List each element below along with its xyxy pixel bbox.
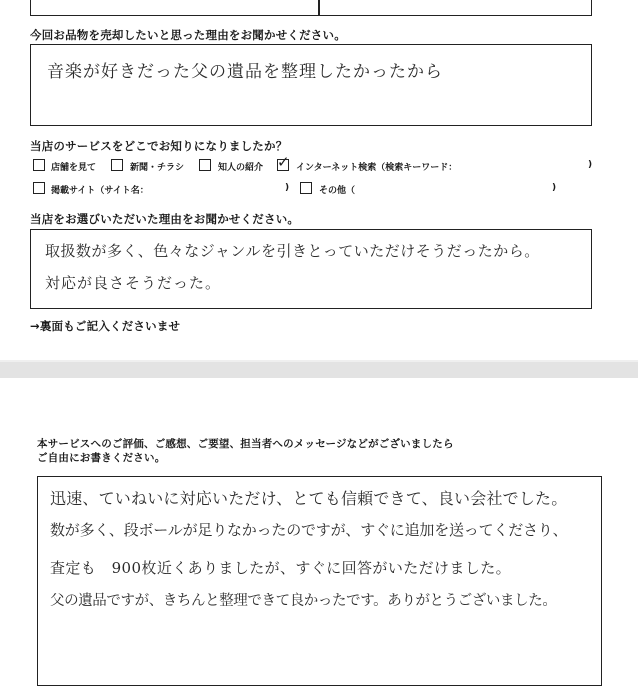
checkbox-newspaper[interactable] [111, 159, 123, 171]
check-mark-icon: ✓ [277, 153, 290, 171]
option-listing-site-label: 掲載サイト（サイト名： [51, 186, 149, 196]
checkbox-listing-site[interactable] [33, 182, 45, 194]
reason-question: 今回お品物を売却したいと思った理由をお聞かせください。 [30, 28, 346, 42]
previous-box-divider [318, 0, 320, 16]
option-other-close: ) [552, 183, 557, 193]
comment-heading-line-2: ご自由にお書きください。 [37, 452, 166, 464]
source-question: 当店のサービスをどこでお知りになりましたか？ [30, 139, 288, 153]
option-newspaper-label: 新聞・チラシ [130, 163, 185, 173]
checkbox-internet[interactable] [277, 153, 290, 171]
comment-line-4: 父の遺品ですが、きちんと整理できて良かったです。ありがとうございました。 [50, 593, 557, 609]
option-internet-label: インターネット検索（検索キーワード： [296, 163, 458, 173]
checkbox-referral[interactable] [199, 159, 211, 171]
comment-line-3: 査定も 900枚近くありましたが、すぐに回答がいただけました。 [50, 559, 512, 577]
option-store-label: 店舗を見て [51, 163, 97, 173]
checkbox-other[interactable] [300, 182, 312, 194]
option-listing-site-close: ) [285, 183, 290, 193]
option-internet-close: ) [588, 160, 593, 170]
option-other-label: その他（ [319, 186, 356, 196]
checkbox-store[interactable] [33, 159, 45, 171]
back-side-note: →裏面もご記入くださいませ [30, 319, 181, 333]
comment-line-1: 迅速、ていねいに対応いただけ、とても信頼できて、良い会社でした。 [50, 489, 568, 508]
previous-answer-box [30, 0, 592, 16]
comment-box [37, 476, 602, 686]
comment-heading-line-1: 本サービスへのご評価、ご感想、ご要望、担当者へのメッセージなどがございましたら [37, 438, 454, 450]
option-referral-label: 知人の紹介 [218, 163, 264, 173]
reason-answer-text: 音楽が好きだった父の遺品を整理したかったから [47, 62, 443, 82]
reason-answer-box [30, 44, 592, 126]
choice-answer-box [30, 229, 592, 309]
comment-line-2: 数が多く、段ボールが足りなかったのですが、すぐに追加を送ってくださり、 [50, 521, 568, 539]
page-separator [0, 362, 638, 378]
choice-answer-line-2: 対応が良さそうだった。 [45, 274, 222, 292]
choice-answer-line-1: 取扱数が多く、色々なジャンルを引きとっていただけそうだったから。 [45, 242, 540, 260]
choice-question: 当店をお選びいただいた理由をお聞かせください。 [30, 212, 300, 226]
